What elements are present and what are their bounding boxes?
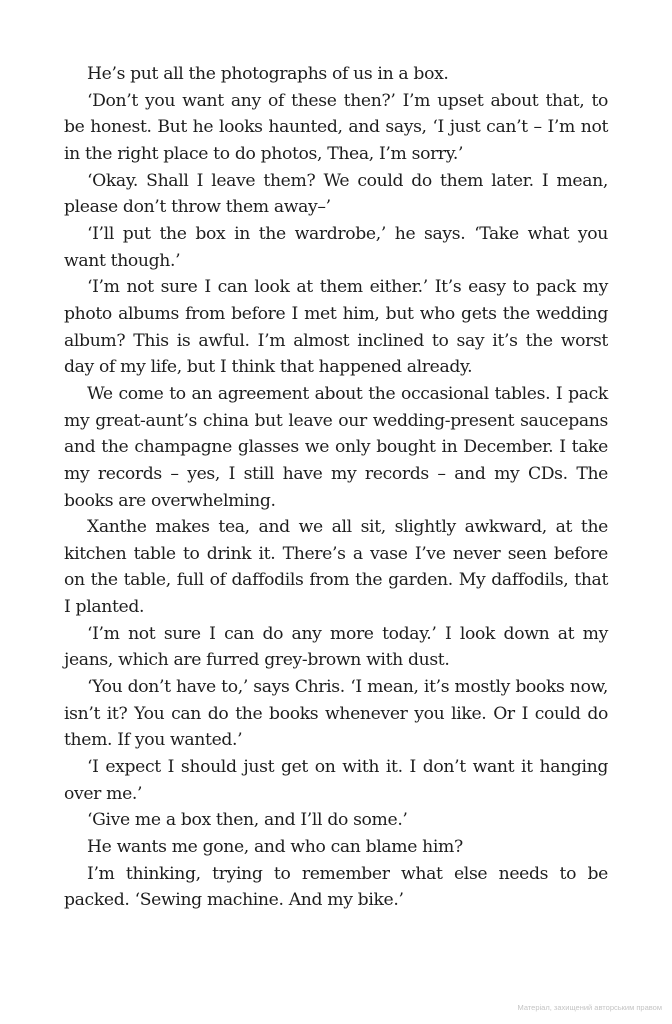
paragraph: He wants me gone, and who can blame him? [87, 837, 463, 858]
paragraph: We come to an agreement about the occasional tables. I pack my great-aunt’s china but leave our wedding-present saucepans and the champagne glasses we only bought in December. I take my records – yes, I still have my records – and my CDs. The books are overwhelming. [64, 383, 608, 511]
paragraph: Xanthe makes tea, and we all sit, slightly awkward, at the kitchen table to drink it. There’s a vase I’ve never seen before on the table, full of daffodils from the garden. My daffodils, that I planted. [64, 517, 608, 618]
paragraph: ‘I’m not sure I can do any more today.’ I look down at my jeans, which are furred grey-brown with dust. [64, 623, 608, 671]
paragraph: ‘I’ll put the box in the wardrobe,’ he says. ‘Take what you want though.’ [64, 223, 608, 271]
paragraph: ‘I’m not sure I can look at them either.’ It’s easy to pack my photo albums from before I met him, but who gets the wedding album? This is awful. I’m almost inclined to say it’s the worst day of my life, but I think that happened already. [64, 277, 608, 378]
paragraph: ‘Don’t you want any of these then?’ I’m upset about that, to be honest. But he looks haunted, and says, ‘I just can’t – I’m not in the right place to do photos, Thea, I’m sorry.’ [64, 90, 608, 164]
paragraph: He’s put all the photographs of us in a box. [87, 64, 449, 84]
paragraph: ‘Give me a box then, and I’ll do some.’ [87, 810, 408, 831]
paragraph: I’m thinking, trying to remember what else needs to be packed. ‘Sewing machine. And my bike.’ [64, 863, 608, 911]
paragraph: ‘Okay. Shall I leave them? We could do them later. I mean, please don’t throw them away–’ [64, 170, 608, 218]
book-page-body [64, 61, 608, 914]
copyright-watermark: Матеріал, захищений авторським правом [517, 1003, 662, 1012]
paragraph: ‘You don’t have to,’ says Chris. ‘I mean, it’s mostly books now, isn’t it? You can do the books whenever you like. Or I could do them. If you wanted.’ [64, 677, 608, 751]
paragraph: ‘I expect I should just get on with it. I don’t want it hanging over me.’ [64, 757, 608, 804]
